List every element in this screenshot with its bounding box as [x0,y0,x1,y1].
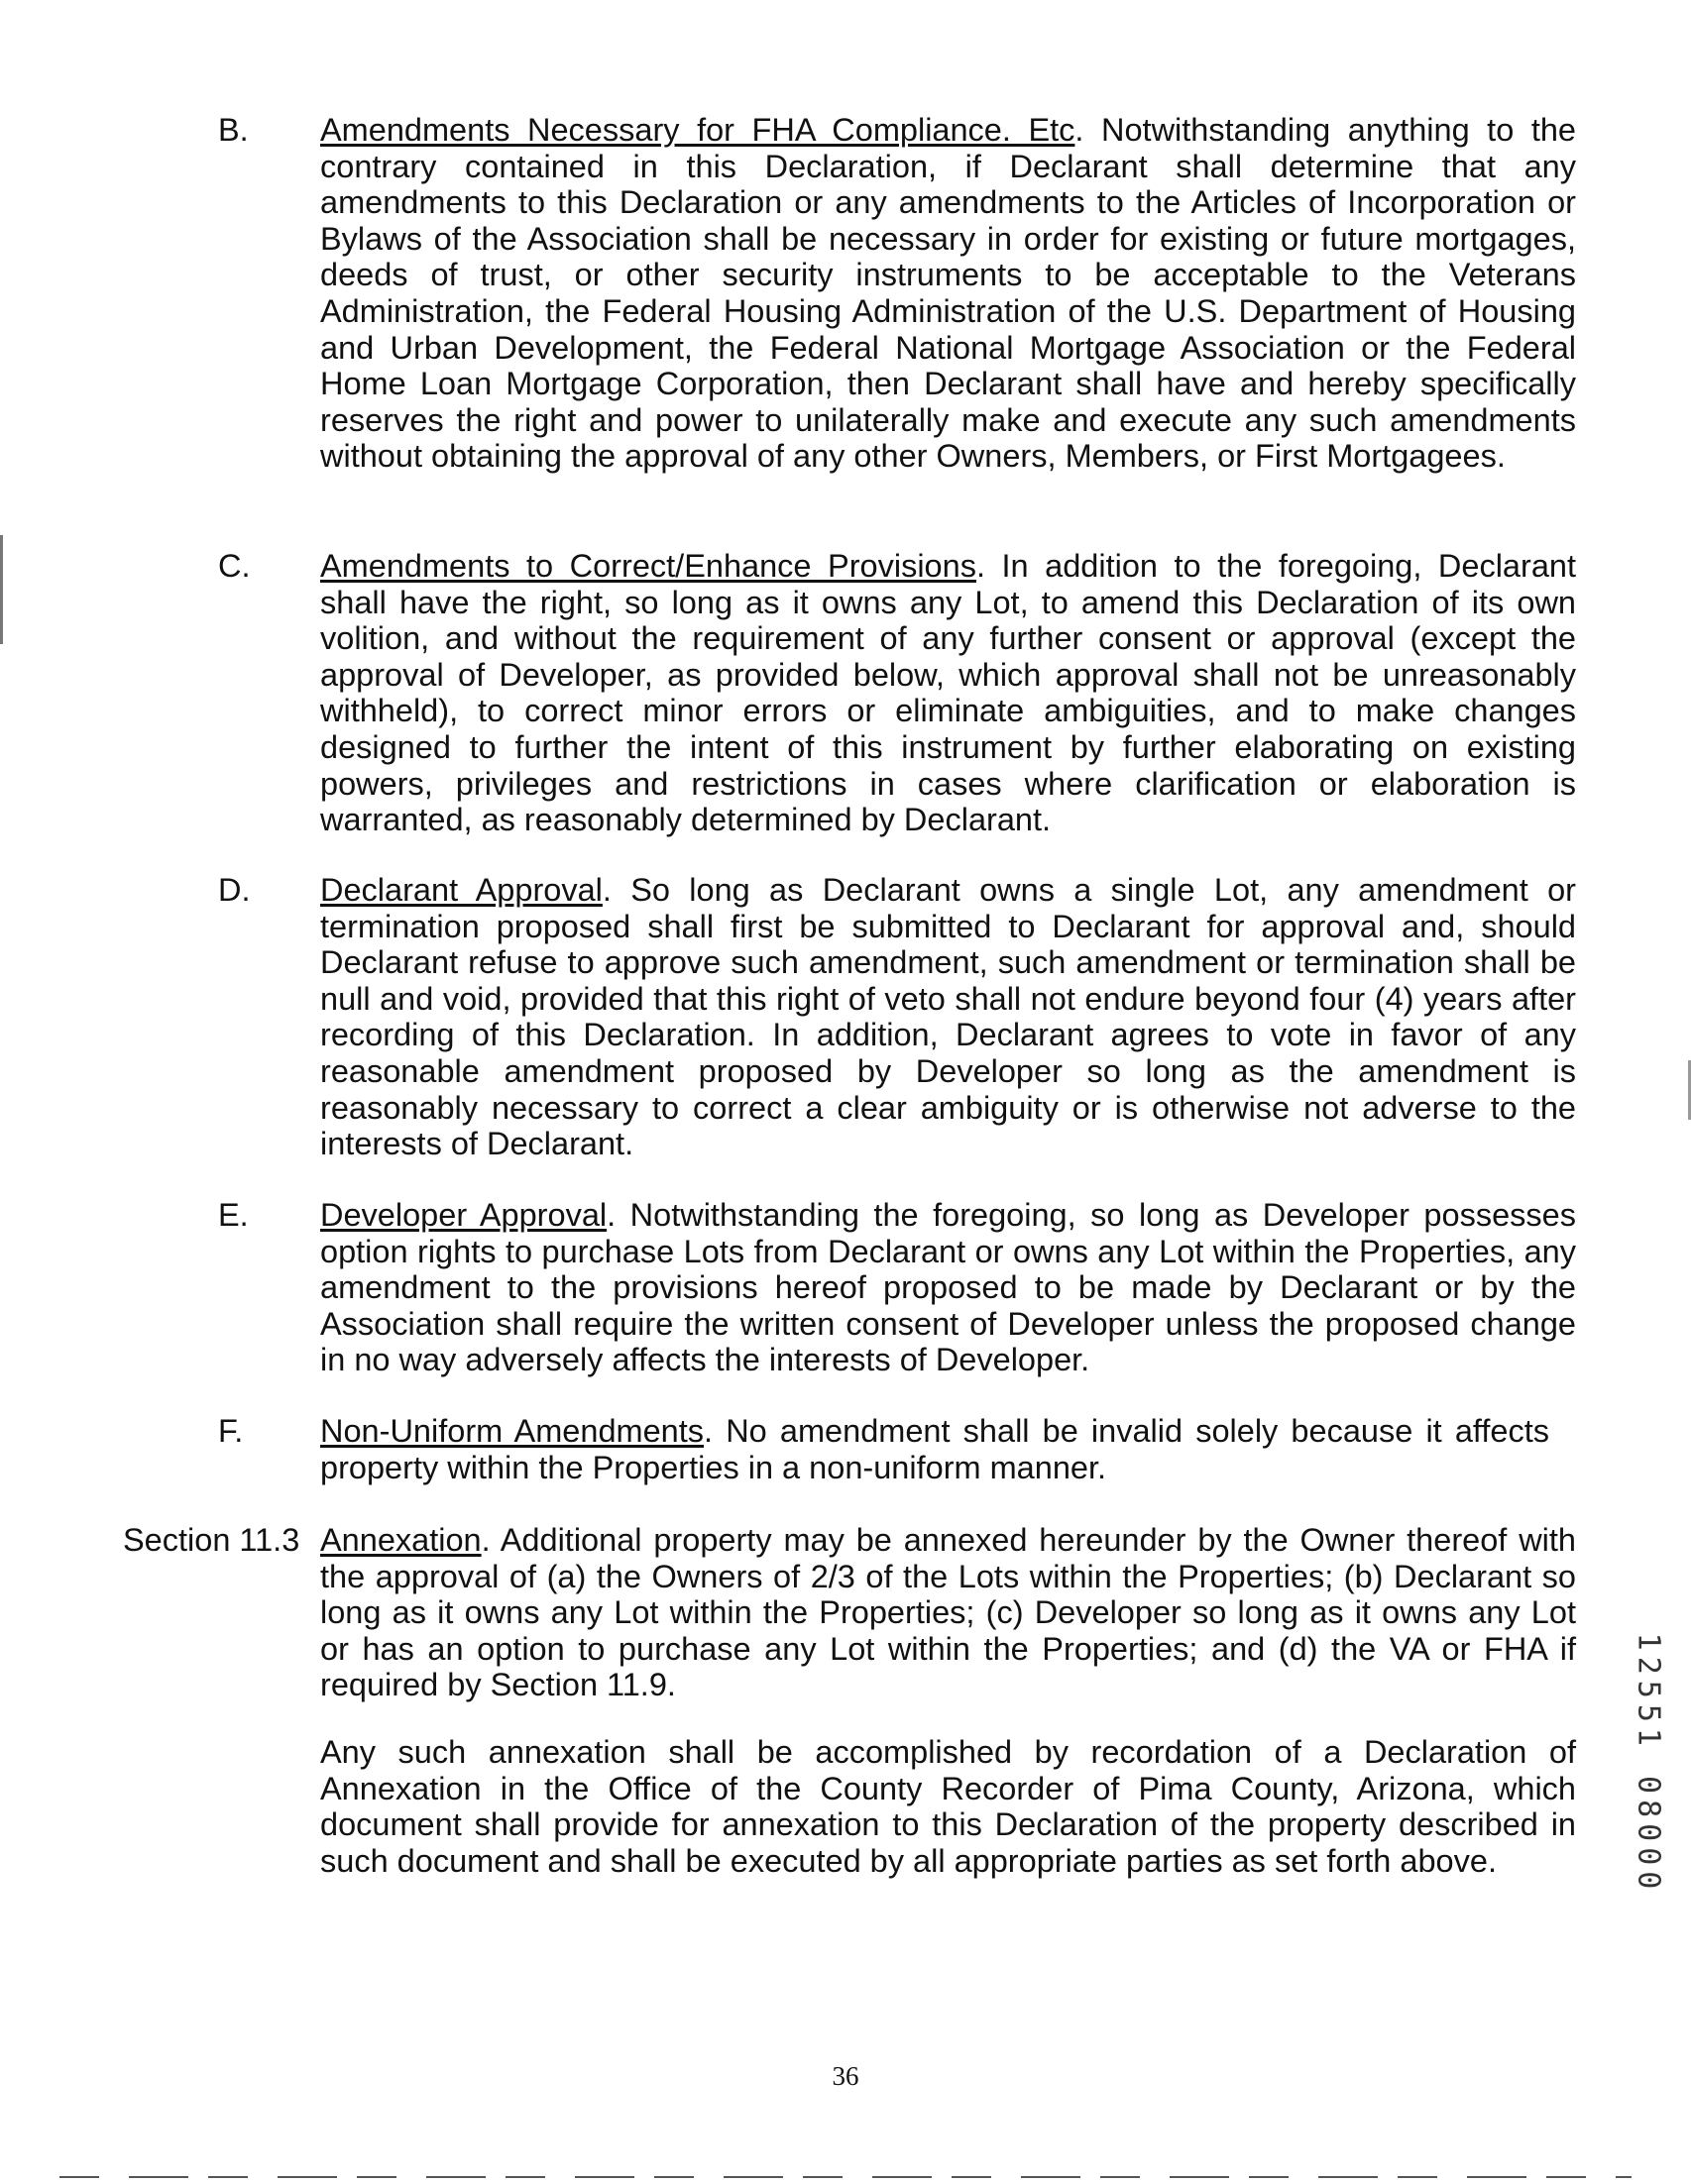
paragraph-e-body: . Notwithstanding the foregoing, so long as Developer possesses option rights to purchase Lots from Declarant or owns any Lot within the Properties, any amendment to the provisions hereof proposed to be made by Declarant or by the Association shall require the written consent of Developer unless the proposed change in no way adversely affects the interests of Developer. [320,1197,1576,1378]
paragraph-e [320,1197,1576,1378]
paragraph-f-body: . No amendment shall be invalid solely because it affects property within the Properties in a non-uniform manner. [320,1413,1549,1485]
section-11-3-body: . Additional property may be annexed hereunder by the Owner thereof with the approval of (a) the Owners of 2/3 of the Lots within the Properties; (b) Declarant so long as it owns any Lot within the Properties; (c) Developer so long as it owns any Lot or has an option to purchase any Lot within the Properties; and (d) the VA or FHA if required by Section 11.9. [320,1522,1576,1703]
paragraph-f-heading: Non-Uniform Amendments [320,1413,705,1449]
paragraph-b [320,112,1576,475]
scan-edge-mark [0,535,3,644]
paragraph-f-letter: F. [218,1413,244,1449]
paragraph-b-letter: B. [218,112,249,148]
paragraph-c-letter: C. [218,548,251,584]
scan-bottom-mark [59,2176,1632,2178]
page-number: 36 [832,2061,859,2091]
paragraph-e-letter: E. [218,1197,249,1233]
section-11-3-label: Section 11.3 [123,1522,300,1558]
paragraph-d [320,872,1576,1162]
recording-stamp [1631,1585,1666,1942]
paragraph-d-letter: D. [218,872,251,908]
paragraph-f [320,1413,1549,1485]
paragraph-d-heading: Declarant Approval [320,872,603,908]
paragraph-b-heading: Amendments Necessary for FHA Compliance. Etc [320,112,1075,148]
paragraph-c [320,548,1576,838]
paragraph-c-heading: Amendments to Correct/Enhance Provisions [320,548,976,584]
paragraph-c-body: . In addition to the foregoing, Declarant shall have the right, so long as it owns any Lot, to amend this Declaration of its own volition, and without the requirement of any further consent or approval (except the approval of Developer, as provided below, which approval shall not be unreasonably withheld), to correct minor errors or eliminate ambiguities, and to make changes designed to further the intent of this instrument by further elaborating on existing powers, privileges and restrictions in cases where clarification or elaboration is warranted, as reasonably determined by Declarant. [320,548,1576,838]
paragraph-d-body: . So long as Declarant owns a single Lot, any amendment or termination proposed shall first be submitted to Declarant for approval and, should Declarant refuse to approve such amendment, such amendment or termination shall be null and void, provided that this right of veto shall not endure beyond four (4) years after recording of this Declaration. In addition, Declarant agrees to vote in favor of any reasonable amendment proposed by Developer so long as the amendment is reasonably necessary to correct a clear ambiguity or is otherwise not adverse to the interests of Declarant. [320,872,1576,1162]
section-11-3-heading: Annexation [320,1522,482,1558]
paragraph-e-heading: Developer Approval [320,1197,608,1233]
paragraph-b-body: . Notwithstanding anything to the contrary contained in this Declaration, if Declarant shall determine that any amendments to this Declaration or any amendments to the Articles of Incorporation or Bylaws of the Association shall be necessary in order for existing or future mortgages, deeds of trust, or other security instruments to be acceptable to the Veterans Administration, the Federal Housing Administration of the U.S. Department of Housing and Urban Development, the Federal National Mortgage Association or the Federal Home Loan Mortgage Corporation, then Declarant shall have and hereby specifically reserves the right and power to unilaterally make and execute any such amendments without obtaining the approval of any other Owners, Members, or First Mortgagees. [320,112,1577,475]
section-11-3-paragraph-2: Any such annexation shall be accomplished by recordation of a Declaration of Annexation in the Office of the County Recorder of Pima County, Arizona, which document shall provide for annexation to this Declaration of the property described in such document and shall be executed by all appropriate parties as set forth above. [320,1734,1576,1879]
section-11-3 [320,1522,1576,1703]
recording-stamp-text: 12551 08000 [1631,1632,1666,1896]
